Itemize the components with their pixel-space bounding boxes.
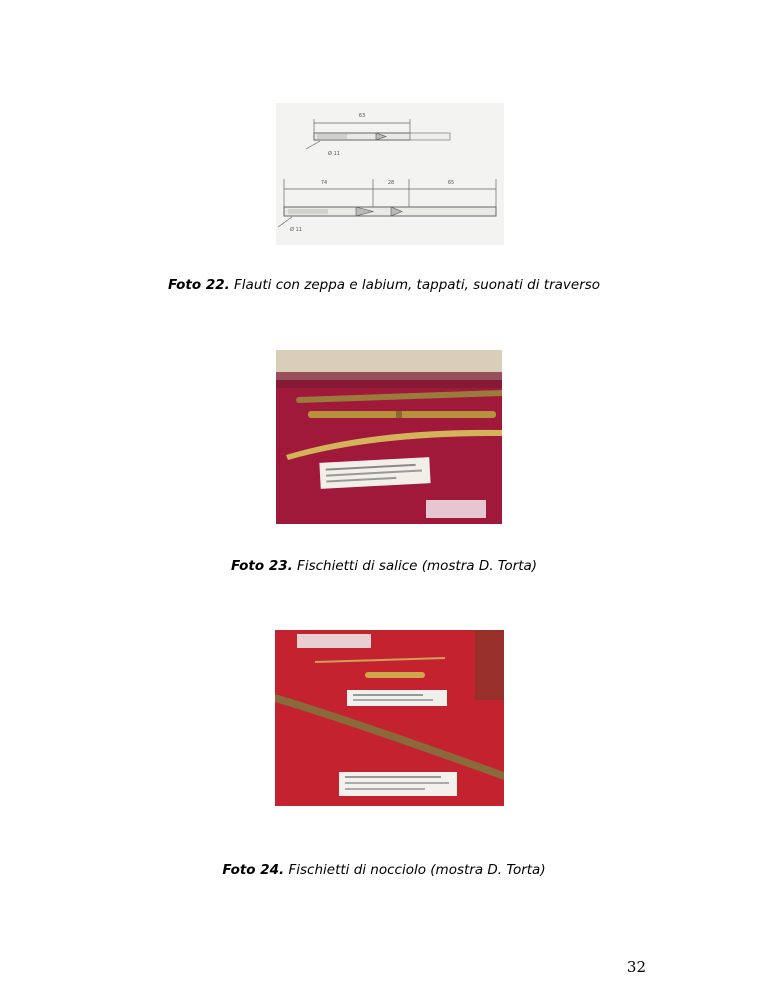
drawing-dim-74: 74 xyxy=(320,180,328,186)
figure-24-photo xyxy=(275,630,504,806)
drawing-dim-65: 65 xyxy=(447,180,455,186)
drawing-dim-63: 63 xyxy=(358,113,366,119)
caption-text: Flauti con zeppa e labium, tappati, suonati di traverso xyxy=(229,277,601,293)
caption-label: Foto 23. xyxy=(230,558,293,574)
figure-23-photo xyxy=(276,350,502,524)
drawing-dim-diam-2: Ø 11 xyxy=(290,227,302,233)
caption-label: Foto 24. xyxy=(222,862,285,878)
page-number: 32 xyxy=(626,958,646,976)
drawing-dim-diam-1: Ø 11 xyxy=(328,151,340,157)
caption-foto-23 xyxy=(0,558,768,574)
caption-label: Foto 22. xyxy=(167,277,230,293)
drawing-dim-28: 28 xyxy=(387,180,395,186)
caption-foto-24 xyxy=(0,862,768,878)
caption-foto-22 xyxy=(0,277,768,293)
caption-text: Fischietti di salice (mostra D. Torta) xyxy=(292,558,538,574)
caption-text: Fischietti di nocciolo (mostra D. Torta) xyxy=(284,862,546,878)
figure-22-drawing xyxy=(276,103,504,245)
